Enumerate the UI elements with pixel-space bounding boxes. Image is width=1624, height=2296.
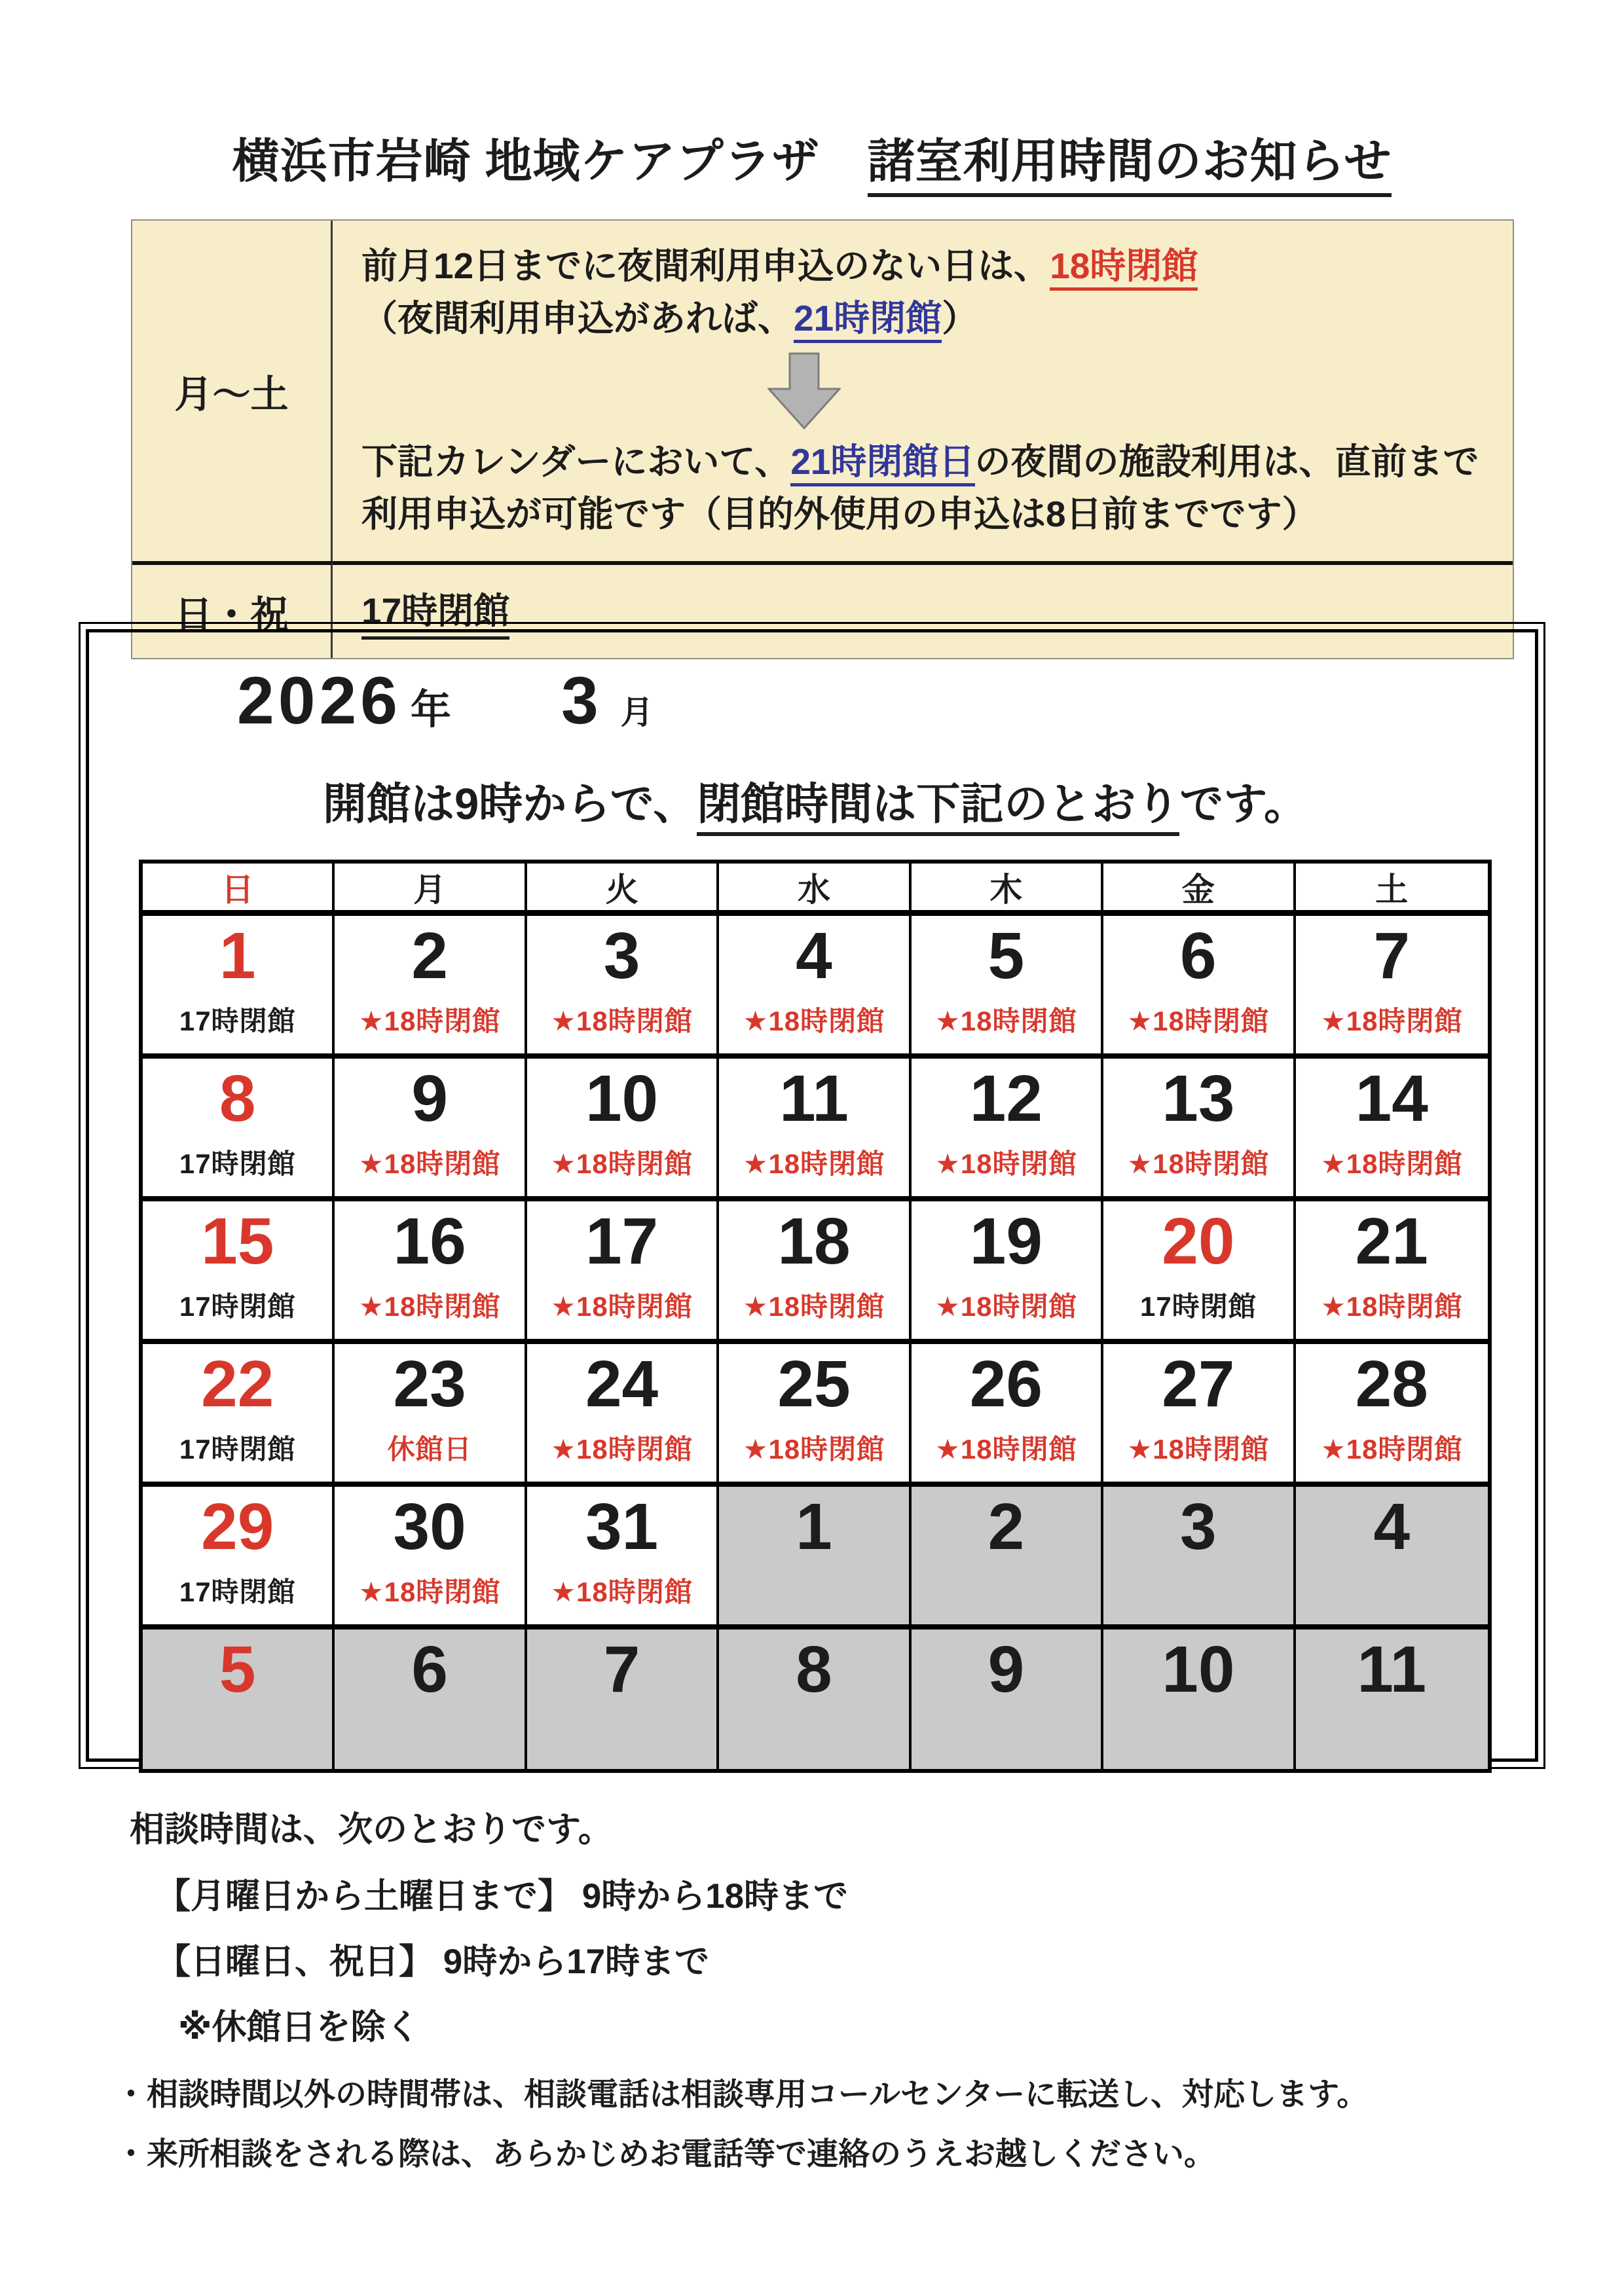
consultation-hours-notes [0,1802,1624,2174]
calendar-frame [79,622,1545,1769]
calendar-year-month: 2026 年 3 月 [237,663,654,738]
day-number: 25 [777,1347,851,1421]
closing-time-note: ★18時閉館 [1321,1434,1463,1465]
day-number: 5 [987,919,1025,993]
day-number: 4 [796,919,832,993]
calendar-cell [143,1059,335,1201]
calendar-cell [1103,916,1295,1059]
closing-time-note: ★18時閉館 [935,1006,1077,1036]
day-number: 1 [796,1490,832,1563]
calendar-cell [527,1344,719,1487]
calendar-cell [1296,1201,1488,1344]
calendar-cell [1103,1059,1295,1201]
consult-hours-mon-sat: 【月曜日から土曜日まで】 9時から18時まで [156,1877,849,1916]
day-number: 30 [393,1490,466,1563]
day-number: 1 [219,919,256,993]
closing-time-note: ★18時閉館 [551,1006,693,1036]
calendar-cell [1103,1487,1295,1630]
day-number: 16 [393,1205,466,1278]
calendar-cell [143,916,335,1059]
closing-time-note: ★18時閉館 [1321,1148,1463,1179]
calendar-year: 2026 [237,663,401,738]
page-title [0,123,1624,191]
day-number: 2 [987,1490,1025,1563]
day-number: 27 [1162,1347,1235,1421]
closing-hours-info-table [131,219,1514,659]
page-title-prefix: 横浜市岩崎 地域ケアプラザ [232,136,868,188]
day-number: 19 [969,1205,1043,1278]
day-number: 9 [411,1062,448,1135]
calendar-cell [1296,1487,1488,1630]
calendar-frame-inner [86,629,1538,1762]
day-number: 17 [585,1205,659,1278]
closing-time-note: ★18時閉館 [743,1291,885,1322]
day-number: 5 [219,1633,256,1706]
row-label-sun-holiday: 日・祝 [132,561,333,658]
highlight-21-close: 21時閉館 [794,298,942,343]
closing-time-note: ★18時閉館 [935,1434,1077,1465]
calendar-cell [1296,1344,1488,1487]
calendar-cell [527,1487,719,1630]
weekday-header: 水 [719,864,911,916]
mon-sat-rules [333,221,1513,561]
day-number: 11 [1357,1633,1427,1706]
day-number: 6 [1180,919,1217,993]
calendar-cell [1103,1344,1295,1487]
day-number: 20 [1162,1205,1235,1278]
calendar-cell [912,1201,1103,1344]
calendar-cell [335,1344,526,1487]
rule-line-1: 前月12日までに夜間利用申込のない日は、18時閉館 [361,243,1486,289]
calendar-cell [1296,1630,1488,1769]
calendar-cell [1103,1201,1295,1344]
closing-time-note: 17時閉館 [1139,1291,1257,1322]
closing-time-note: ★18時閉館 [358,1006,501,1036]
closing-time-note: 17時閉館 [179,1148,296,1179]
calendar-cell [527,1201,719,1344]
calendar-cell [912,1487,1103,1630]
calendar-cell [335,1059,526,1201]
day-number: 10 [585,1062,659,1135]
calendar-cell [143,1201,335,1344]
closing-time-note: ★18時閉館 [935,1148,1077,1179]
day-number: 10 [1162,1633,1235,1706]
closing-time-note: ★18時閉館 [551,1148,693,1179]
day-number: 12 [969,1062,1043,1135]
closing-time-note: 17時閉館 [179,1434,296,1465]
closing-time-note: ★18時閉館 [935,1291,1077,1322]
day-number: 18 [777,1205,851,1278]
day-number: 13 [1162,1062,1235,1135]
day-number: 22 [201,1347,274,1421]
day-number: 24 [585,1347,659,1421]
day-number: 8 [219,1062,256,1135]
day-number: 21 [1355,1205,1428,1278]
closing-time-note: ★18時閉館 [551,1434,693,1465]
closing-time-note: ★18時閉館 [1321,1291,1463,1322]
day-number: 14 [1355,1062,1428,1135]
calendar-cell [912,1059,1103,1201]
closing-time-note: ★18時閉館 [1321,1006,1463,1036]
calendar-cell [1103,1630,1295,1769]
calendar-cell [719,916,911,1059]
weekday-header: 金 [1103,864,1295,916]
closed-days-note: ※休館日を除く [178,2008,420,2047]
weekday-header: 月 [335,864,526,916]
rule-line-3: 下記カレンダーにおいて、21時閉館日の夜間の施設利用は、直前まで [361,439,1486,484]
day-number: 6 [411,1633,448,1706]
calendar-cell [912,916,1103,1059]
day-number: 28 [1355,1347,1428,1421]
calendar-month: 3 [561,663,599,738]
day-number: 26 [969,1347,1043,1421]
rule-line-2: （夜間利用申込があれば、21時閉館） [361,295,1486,341]
closing-time-note: ★18時閉館 [743,1006,885,1036]
closing-time-note: ★18時閉館 [1127,1006,1270,1036]
visit-contact-note: ・来所相談をされる際は、あらかじめお電話等で連絡のうえお越しください。 [115,2137,1216,2172]
closing-time-note: ★18時閉館 [358,1291,501,1322]
closing-time-note: 17時閉館 [179,1291,296,1322]
rule-line-4: 利用申込が可能です（目的外使用の申込は8日前までです） [361,494,1318,535]
day-number: 2 [411,919,448,993]
weekday-header: 木 [912,864,1103,916]
closing-time-note: 17時閉館 [179,1006,296,1036]
closing-time-note: ★18時閉館 [358,1576,501,1607]
calendar-cell [912,1630,1103,1769]
calendar-cell [527,1630,719,1769]
day-number: 7 [1373,919,1411,993]
closing-time-note: ★18時閉館 [743,1148,885,1179]
closing-time-note: ★18時閉館 [1127,1434,1270,1465]
calendar-cell [335,1630,526,1769]
day-number: 29 [201,1490,274,1563]
weekday-header: 火 [527,864,719,916]
highlight-21-close-day: 21時閉館日 [790,441,974,486]
day-number: 23 [393,1347,466,1421]
closing-time-note: ★18時閉館 [1127,1148,1270,1179]
calendar-grid [139,860,1492,1773]
calendar-cell [335,1487,526,1630]
calendar-cell [1296,1059,1488,1201]
calendar-cell [719,1344,911,1487]
consult-hours-intro: 相談時間は、次のとおりです。 [130,1810,613,1849]
day-number: 3 [1180,1490,1217,1563]
calendar-cell [719,1630,911,1769]
row-label-mon-sat: 月～土 [132,221,333,561]
day-number: 4 [1373,1490,1411,1563]
calendar-cell [527,1059,719,1201]
down-arrow-icon [767,352,1486,429]
calendar-cell [143,1630,335,1769]
calendar-cell [912,1344,1103,1487]
calendar-cell [143,1344,335,1487]
weekday-header: 土 [1296,864,1488,916]
closing-time-note: ★18時閉館 [358,1148,501,1179]
day-number: 11 [779,1062,849,1135]
closing-time-note: ★18時閉館 [551,1291,693,1322]
day-number: 15 [201,1205,274,1278]
consult-hours-sun-hol: 【日曜日、祝日】 9時から17時まで [156,1942,710,1981]
page-title-underlined: 諸室利用時間のお知らせ [868,136,1392,197]
calendar-cell [1296,916,1488,1059]
calendar-cell [719,1487,911,1630]
closing-time-note: ★18時閉館 [743,1434,885,1465]
day-number: 9 [987,1633,1025,1706]
closing-time-note: ★18時閉館 [551,1576,693,1607]
day-number: 7 [603,1633,640,1706]
subtitle-underlined: 閉館時間は下記のとおり [697,780,1179,836]
calendar-cell [143,1487,335,1630]
calendar-cell [335,1201,526,1344]
calendar-cell [527,916,719,1059]
calendar-subtitle: 開館は9時からで、閉館時間は下記のとおりです。 [139,769,1492,832]
closing-time-note: 17時閉館 [179,1576,296,1607]
day-number: 31 [585,1490,659,1563]
highlight-17-close: 17時閉館 [361,582,509,640]
closing-time-note: 休館日 [387,1434,472,1465]
day-number: 3 [603,919,640,993]
call-center-note: ・相談時間以外の時間帯は、相談電話は相談専用コールセンターに転送し、対応します。 [115,2077,1369,2112]
day-number: 8 [796,1633,832,1706]
highlight-18-close: 18時閉館 [1050,246,1198,291]
calendar-cell [719,1059,911,1201]
weekday-header: 日 [143,864,335,916]
calendar-cell [719,1201,911,1344]
calendar-cell [335,916,526,1059]
